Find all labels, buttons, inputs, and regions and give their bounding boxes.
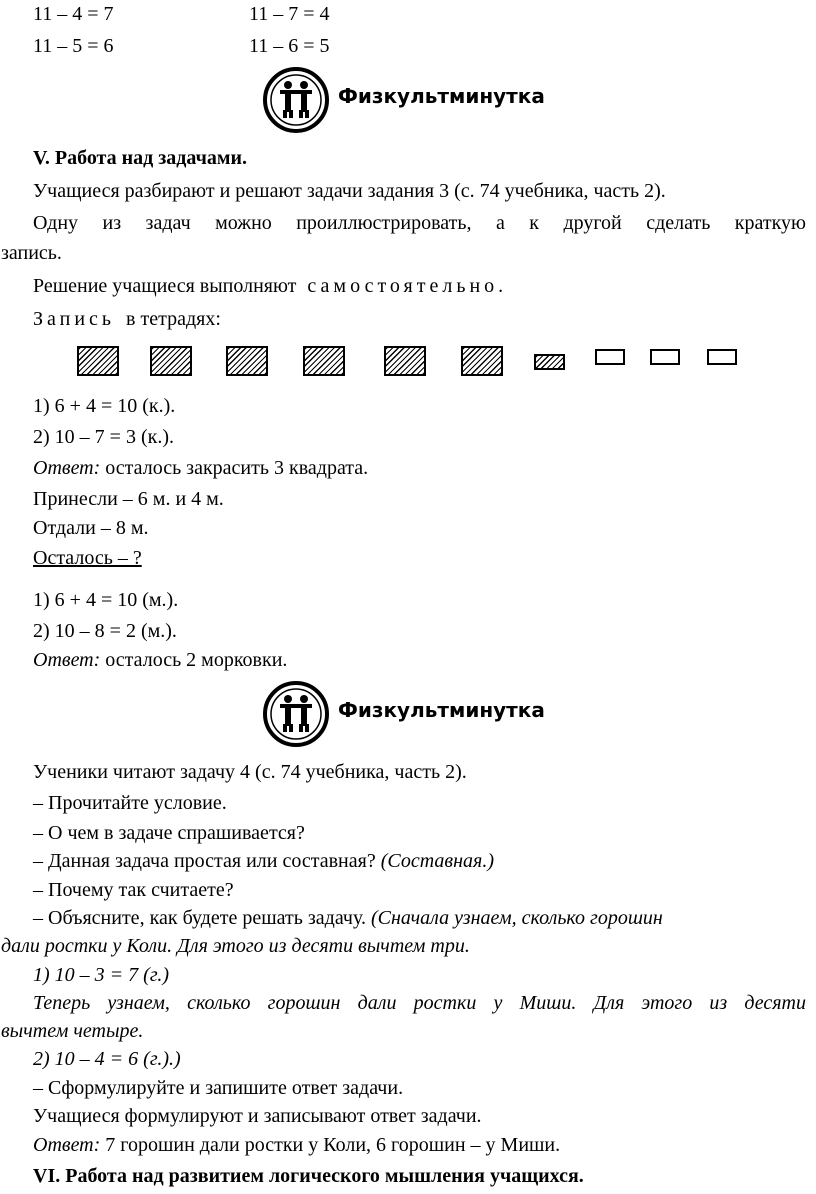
paragraph — [33, 273, 507, 299]
shaded-square — [77, 346, 119, 376]
fizkultminutka-label: Физкультминутка — [338, 84, 545, 108]
question: – Почему так считаете? — [33, 879, 234, 901]
shaded-square — [226, 346, 268, 376]
empty-square — [707, 349, 737, 365]
question — [33, 848, 494, 874]
solution-step: 1) 10 – 3 = 7 (г.) — [33, 964, 170, 986]
solution-step: 2) 10 – 8 = 2 (м.). — [33, 620, 177, 642]
fizkultminutka-badge — [262, 680, 562, 748]
text: – Объясните, как будете решать задачу. — [33, 907, 371, 929]
record-line: Принесли – 6 м. и 4 м. — [33, 488, 224, 510]
equation: 11 – 6 = 5 — [249, 35, 330, 57]
question: – Сформулируйте и запишите ответ задачи. — [33, 1077, 404, 1099]
italic-answer: (Сначала узнаем, сколько горошин — [370, 907, 663, 929]
equation: 11 – 7 = 4 — [249, 3, 330, 25]
answer-text: осталось закрасить 3 квадрата. — [100, 457, 369, 479]
paragraph: Одну из задач можно проиллюстрировать, а к другой сделать краткую — [33, 212, 806, 234]
solution-step: 1) 6 + 4 = 10 (к.). — [33, 395, 176, 417]
question: – О чем в задаче спрашивается? — [33, 822, 305, 844]
shaded-square — [461, 346, 503, 376]
equation: 11 – 5 = 6 — [33, 35, 114, 57]
text: в тетрадях: — [126, 308, 221, 330]
question: – Прочитайте условие. — [33, 792, 227, 814]
text: Решение учащиеся выполняют — [33, 275, 297, 297]
solution-step: 2) 10 – 4 = 6 (г.).) — [33, 1048, 181, 1070]
answer-label: Ответ: — [33, 649, 101, 671]
italic-answer: (Составная.) — [380, 850, 494, 872]
shaded-square — [384, 346, 426, 376]
paragraph — [33, 306, 221, 332]
answer — [33, 647, 287, 673]
shaded-square — [150, 346, 192, 376]
italic-answer: вычтем четыре. — [1, 1020, 144, 1042]
answer — [33, 1132, 560, 1158]
paragraph: запись. — [1, 242, 62, 264]
solution-step: 1) 6 + 4 = 10 (м.). — [33, 589, 179, 611]
answer-label: Ответ: — [33, 457, 101, 479]
spaced-word: самостоятельно. — [307, 275, 508, 297]
empty-square — [650, 349, 680, 365]
text: – Данная задача простая или составная? — [33, 850, 381, 872]
answer-text: осталось 2 морковки. — [100, 649, 288, 671]
exercise-figures-icon — [262, 66, 332, 134]
italic-answer: дали ростки у Коли. Для этого из десяти вычтем три. — [1, 935, 470, 957]
record-line: Отдали – 8 м. — [33, 517, 149, 539]
section-heading: V. Работа над задачами. — [33, 147, 248, 169]
spaced-word: Запись — [33, 308, 116, 330]
question — [33, 905, 663, 931]
answer — [33, 455, 368, 481]
fizkultminutka-label: Физкультминутка — [338, 698, 545, 722]
paragraph: Ученики читают задачу 4 (с. 74 учебника, часть 2). — [33, 761, 467, 783]
answer-text: 7 горошин дали ростки у Коли, 6 горошин – у Миши. — [100, 1134, 561, 1156]
record-line: Осталось – ? — [33, 547, 142, 569]
exercise-figures-icon — [262, 680, 332, 748]
solution-step: 2) 10 – 7 = 3 (к.). — [33, 426, 174, 448]
paragraph: Учащиеся формулируют и записывают ответ задачи. — [33, 1105, 482, 1127]
italic-answer: Теперь узнаем, сколько горошин дали ростки у Миши. Для этого из десяти — [33, 992, 806, 1014]
answer-label: Ответ: — [33, 1134, 101, 1156]
section-heading: VI. Работа над развитием логического мышления учащихся. — [33, 1165, 584, 1187]
paragraph: Учащиеся разбирают и решают задачи задания 3 (с. 74 учебника, часть 2). — [33, 180, 666, 202]
equation: 11 – 4 = 7 — [33, 3, 114, 25]
empty-square — [595, 349, 625, 365]
shaded-square — [303, 346, 345, 376]
fizkultminutka-badge — [262, 66, 562, 134]
shaded-square — [534, 354, 565, 370]
